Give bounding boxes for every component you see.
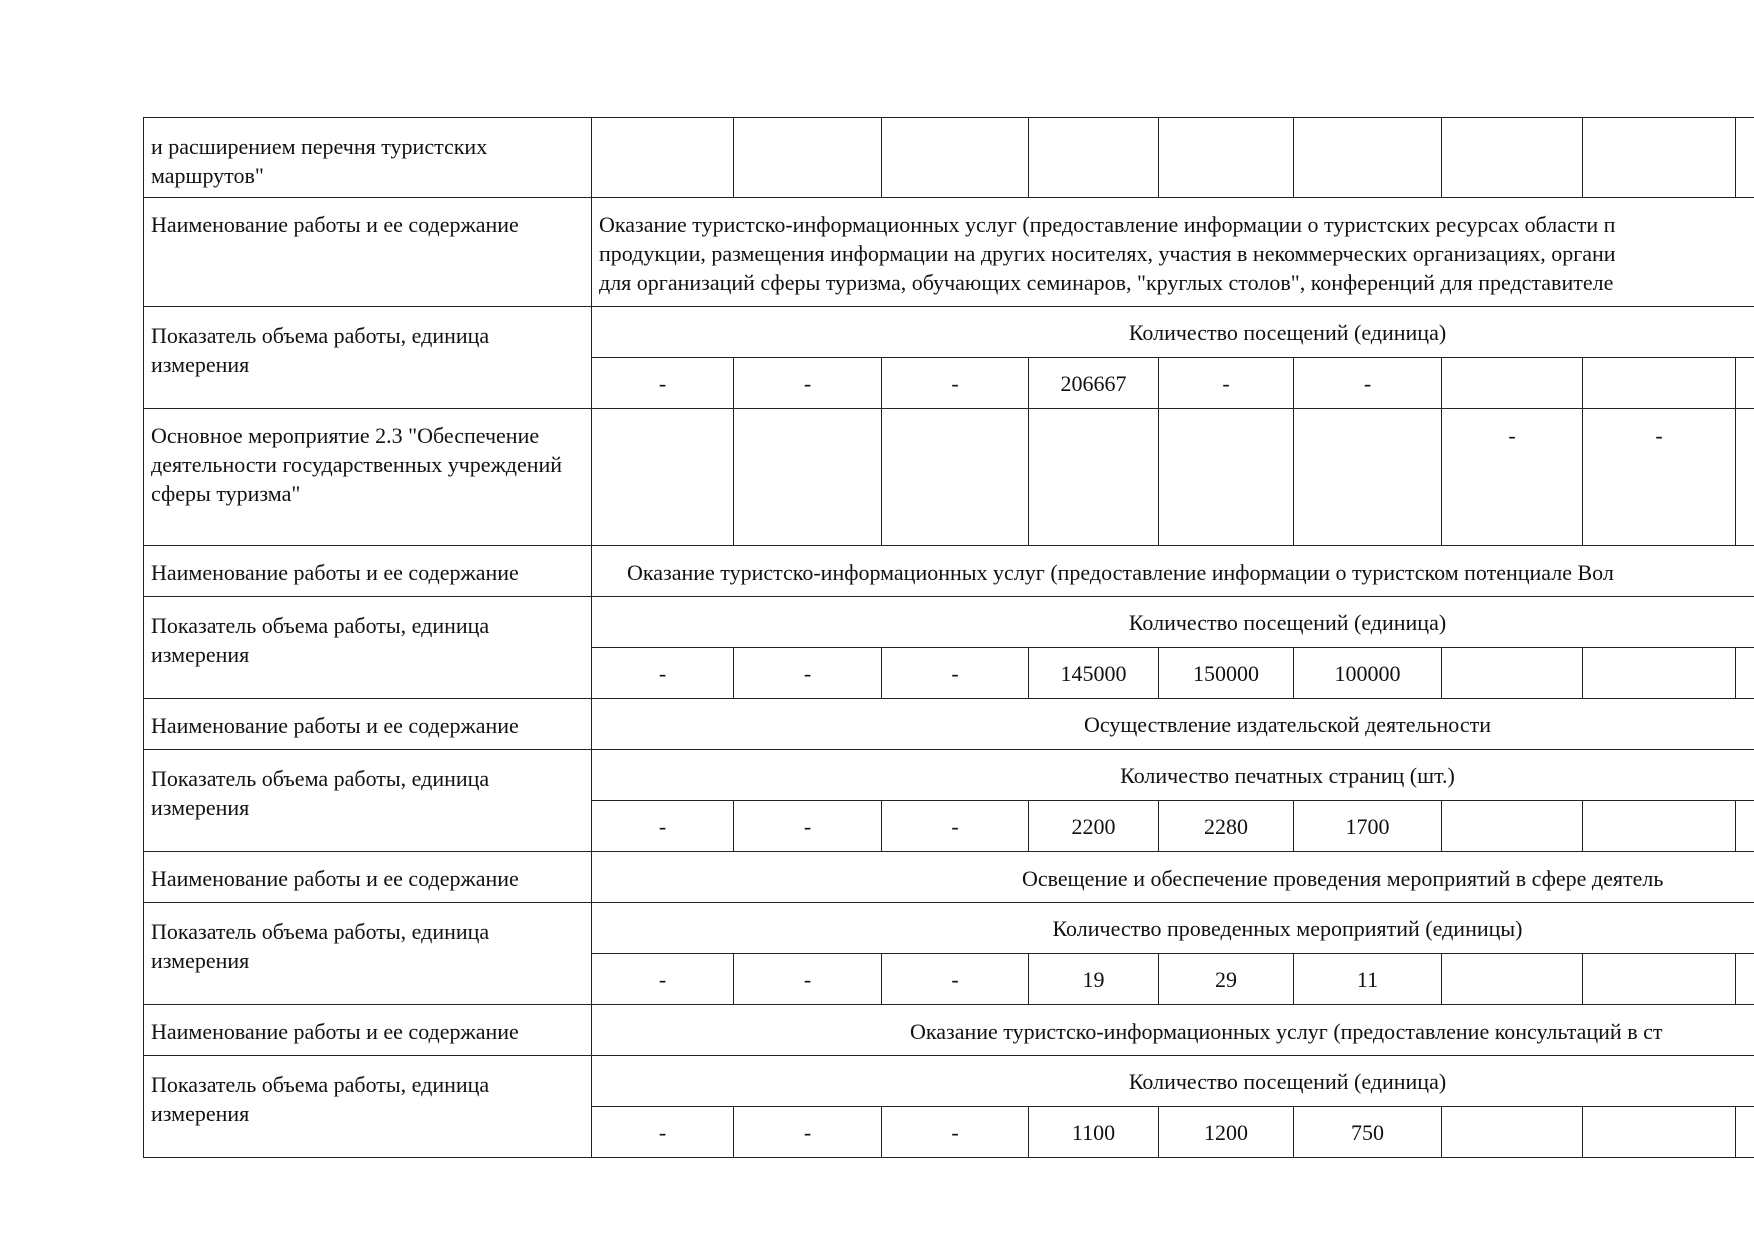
value-cell xyxy=(1736,801,1754,852)
unit-header: Количество печатных страниц (шт.) xyxy=(592,750,1754,801)
value-cell xyxy=(1159,118,1294,198)
unit-header: Количество посещений (единица) xyxy=(592,597,1754,648)
value-cell xyxy=(1442,648,1583,699)
table-row xyxy=(144,118,1754,198)
value-cell: - xyxy=(1442,409,1583,546)
value-cell: - xyxy=(592,954,734,1005)
value-cell: - xyxy=(734,801,882,852)
value-cell xyxy=(1736,648,1754,699)
table-row xyxy=(144,750,1754,801)
work-description: Осуществление издательской деятельности xyxy=(592,699,1754,750)
value-cell: - xyxy=(882,648,1029,699)
value-cell xyxy=(1294,118,1442,198)
value-cell xyxy=(1029,409,1159,546)
row-label: Показатель объема работы, единица измерения xyxy=(144,1056,592,1158)
table-row xyxy=(144,1005,1754,1056)
value-cell: 100000 xyxy=(1294,648,1442,699)
work-volume-table xyxy=(143,117,1754,1158)
work-description-line: продукции, размещения информации на других носителях, участия в некоммерческих организациях, органи xyxy=(599,241,1616,266)
value-cell xyxy=(1736,118,1754,198)
table-row xyxy=(144,1056,1754,1107)
value-cell: 19 xyxy=(1029,954,1159,1005)
table-row xyxy=(144,903,1754,954)
row-label: Наименование работы и ее содержание xyxy=(144,852,592,903)
table-row xyxy=(144,699,1754,750)
row-label: и расширением перечня туристских маршрутов" xyxy=(144,118,592,198)
value-cell: 11 xyxy=(1294,954,1442,1005)
value-cell xyxy=(1583,648,1736,699)
unit-header: Количество посещений (единица) xyxy=(592,307,1754,358)
value-cell xyxy=(734,118,882,198)
value-cell xyxy=(1583,954,1736,1005)
value-cell: - xyxy=(592,358,734,409)
row-label: Показатель объема работы, единица измерения xyxy=(144,307,592,409)
value-cell xyxy=(1583,801,1736,852)
table-row xyxy=(144,307,1754,358)
value-cell xyxy=(1029,118,1159,198)
value-cell: 145000 xyxy=(1029,648,1159,699)
value-cell xyxy=(592,118,734,198)
value-cell xyxy=(1736,1107,1754,1158)
table-row xyxy=(144,546,1754,597)
work-description xyxy=(592,198,1754,307)
value-cell xyxy=(1442,358,1583,409)
value-cell: - xyxy=(734,358,882,409)
work-description-line: для организаций сферы туризма, обучающих семинаров, "круглых столов", конференций для представителе xyxy=(599,270,1614,295)
value-cell xyxy=(1442,1107,1583,1158)
table-row xyxy=(144,409,1754,546)
value-cell xyxy=(1736,409,1754,546)
work-description: Оказание туристско-информационных услуг (предоставление консультаций в ст xyxy=(592,1005,1754,1056)
value-cell: - xyxy=(1159,358,1294,409)
value-cell xyxy=(734,409,882,546)
value-cell xyxy=(1442,118,1583,198)
value-cell: 1100 xyxy=(1029,1107,1159,1158)
value-cell xyxy=(1442,954,1583,1005)
value-cell: 206667 xyxy=(1029,358,1159,409)
value-cell: - xyxy=(882,1107,1029,1158)
value-cell: - xyxy=(882,358,1029,409)
value-cell xyxy=(882,409,1029,546)
value-cell xyxy=(882,118,1029,198)
row-label: Наименование работы и ее содержание xyxy=(144,1005,592,1056)
row-label: Наименование работы и ее содержание xyxy=(144,699,592,750)
row-label: Показатель объема работы, единица измерения xyxy=(144,903,592,1005)
value-cell xyxy=(1159,409,1294,546)
value-cell: 29 xyxy=(1159,954,1294,1005)
value-cell: 1700 xyxy=(1294,801,1442,852)
value-cell: - xyxy=(734,1107,882,1158)
table-row xyxy=(144,597,1754,648)
value-cell: 150000 xyxy=(1159,648,1294,699)
value-cell xyxy=(1294,409,1442,546)
value-cell: - xyxy=(1583,409,1736,546)
value-cell xyxy=(1736,358,1754,409)
row-label: Показатель объема работы, единица измерения xyxy=(144,750,592,852)
value-cell: - xyxy=(882,801,1029,852)
value-cell: - xyxy=(734,648,882,699)
value-cell: 2200 xyxy=(1029,801,1159,852)
value-cell xyxy=(1442,801,1583,852)
value-cell: - xyxy=(882,954,1029,1005)
unit-header: Количество посещений (единица) xyxy=(592,1056,1754,1107)
value-cell: - xyxy=(1294,358,1442,409)
row-label: Наименование работы и ее содержание xyxy=(144,198,592,307)
row-label: Наименование работы и ее содержание xyxy=(144,546,592,597)
work-description: Освещение и обеспечение проведения мероприятий в сфере деятель xyxy=(592,852,1754,903)
value-cell: 750 xyxy=(1294,1107,1442,1158)
value-cell xyxy=(592,409,734,546)
value-cell xyxy=(1736,954,1754,1005)
table-row xyxy=(144,852,1754,903)
work-description: Оказание туристско-информационных услуг (предоставление информации о туристском потенциале Вол xyxy=(592,546,1754,597)
value-cell xyxy=(1583,118,1736,198)
row-label: Показатель объема работы, единица измерения xyxy=(144,597,592,699)
value-cell xyxy=(1583,1107,1736,1158)
value-cell: - xyxy=(592,648,734,699)
row-label: Основное мероприятие 2.3 "Обеспечение деятельности государственных учреждений сферы туризма" xyxy=(144,409,592,546)
value-cell xyxy=(1583,358,1736,409)
value-cell: 2280 xyxy=(1159,801,1294,852)
unit-header: Количество проведенных мероприятий (единицы) xyxy=(592,903,1754,954)
work-description-line: Оказание туристско-информационных услуг (предоставление информации о туристских ресурсах области п xyxy=(599,212,1616,237)
value-cell: - xyxy=(592,801,734,852)
table-row xyxy=(144,198,1754,307)
value-cell: - xyxy=(734,954,882,1005)
document-sheet xyxy=(143,117,1754,1160)
value-cell: - xyxy=(592,1107,734,1158)
value-cell: 1200 xyxy=(1159,1107,1294,1158)
